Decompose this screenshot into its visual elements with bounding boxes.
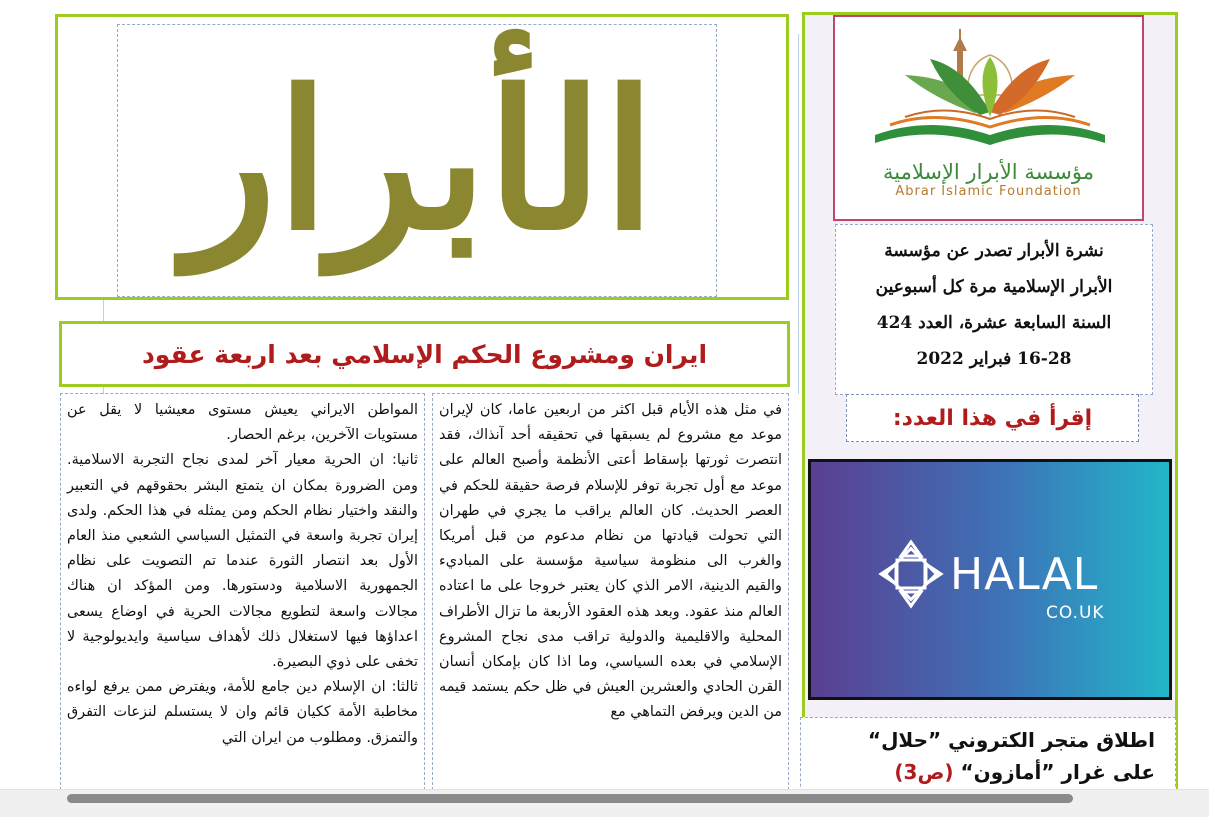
- featured-story-title: اطلاق متجر الكتروني ”حلال“ على غرار ”أمازون“: [867, 728, 1155, 784]
- read-in-this-issue-heading: إقرأ في هذا العدد:: [846, 394, 1139, 442]
- masthead-calligraphy-title: الأبرار: [184, 48, 656, 272]
- publication-info-line: السنة السابعة عشرة، العدد 424: [876, 313, 1112, 333]
- article-column-left: [60, 393, 425, 790]
- article-column-right: [432, 393, 789, 790]
- featured-story-page-ref: (ص3): [894, 760, 954, 784]
- layout-guide-line: [798, 34, 799, 394]
- halal-emblem-icon: [871, 534, 951, 614]
- publication-info-line: نشرة الأبرار تصدر عن مؤسسة: [884, 241, 1104, 261]
- article-paragraph: ثانيا: ان الحرية معيار آخر لمدى نجاح التجربة الاسلامية. ومن الضرورة بمكان ان يتمتع البشر بحقوقهم في التعبير والنقد واختيار نظام الحكم ومن يمثله في هذا الحكم. ولدى إيران تجربة واسعة في التمثيل السياسي الشعبي منذ العام الأول بعد انتصار الثورة عندما تم التصويت على نظام الجمهورية الاسلامية ودستورها. ومن المؤكد ان هناك مجالات واسعة لتطويع مجالات الحرية في اوضاع يسعى اعداؤها فيها لاستغلال ذلك لأهداف سياسية وايديولوجية لا تخفى على ذوي البصيرة.: [67, 452, 418, 671]
- article-paragraph: في مثل هذه الأيام قبل اكثر من اربعين عاما، كان لإيران موعد مع مشروع لم يسبقها في تحقيقه أحد آنذاك، فقد انتصرت ثورتها بإسقاط أعتى الأنظمة وأصبح العالم على موعد مع أول تجربة توفر للإسلام فرصة حقيقة للحكم في العصر الحديث. كان العالم يراقب ما يجري في طهران التي تحولت قيادتها من نظام مدعوم من قبل أمريكا والغرب الى منظومة سياسية مؤسسة على المباديء والقيم الدينية، الامر الذي كان يعتبر خروجا على ما اعتاده العالم منذ عقود. وبعد هذه العقود الأربعة ما تزال الأطراف المحلية والاقليمية والدولية تراقب مدى نجاح المشروع الإسلامي في بعده السياسي، وما اذا كان بإمكان أنسان القرن الحادي والعشرين العيش في ظل حكم يستمد قيمه من الدين ويرفض التماهي مع: [439, 402, 782, 721]
- article-paragraph: المواطن الايراني يعيش مستوى معيشيا لا يقل عن مستويات الآخرين، برغم الحصار.: [67, 402, 418, 444]
- horizontal-scrollbar-thumb[interactable]: [67, 794, 1073, 803]
- foundation-name-arabic: مؤسسة الأبرار الإسلامية: [882, 160, 1095, 184]
- article-paragraph: ثالثا: ان الإسلام دين جامع للأمة، ويفترض ممن يرفع لواءه مخاطبة الأمة ككيان قائم وان لا يستسلم لنزعات التفرق والتمزق. ومطلوب من ايران التي: [67, 679, 418, 746]
- foundation-name-english: Abrar Islamic Foundation: [895, 184, 1082, 199]
- halal-domain-text: CO.UK: [1046, 603, 1105, 623]
- headline-box: [59, 321, 790, 387]
- publication-info-line: الأبرار الإسلامية مرة كل أسبوعين: [875, 277, 1113, 297]
- publication-info-box: [835, 224, 1153, 395]
- article-headline: ايران ومشروع الحكم الإسلامي بعد اربعة عقود: [141, 339, 708, 369]
- publication-info-line: 16-28 فبراير 2022: [916, 349, 1072, 369]
- halal-brand-text: HALAL: [950, 549, 1099, 600]
